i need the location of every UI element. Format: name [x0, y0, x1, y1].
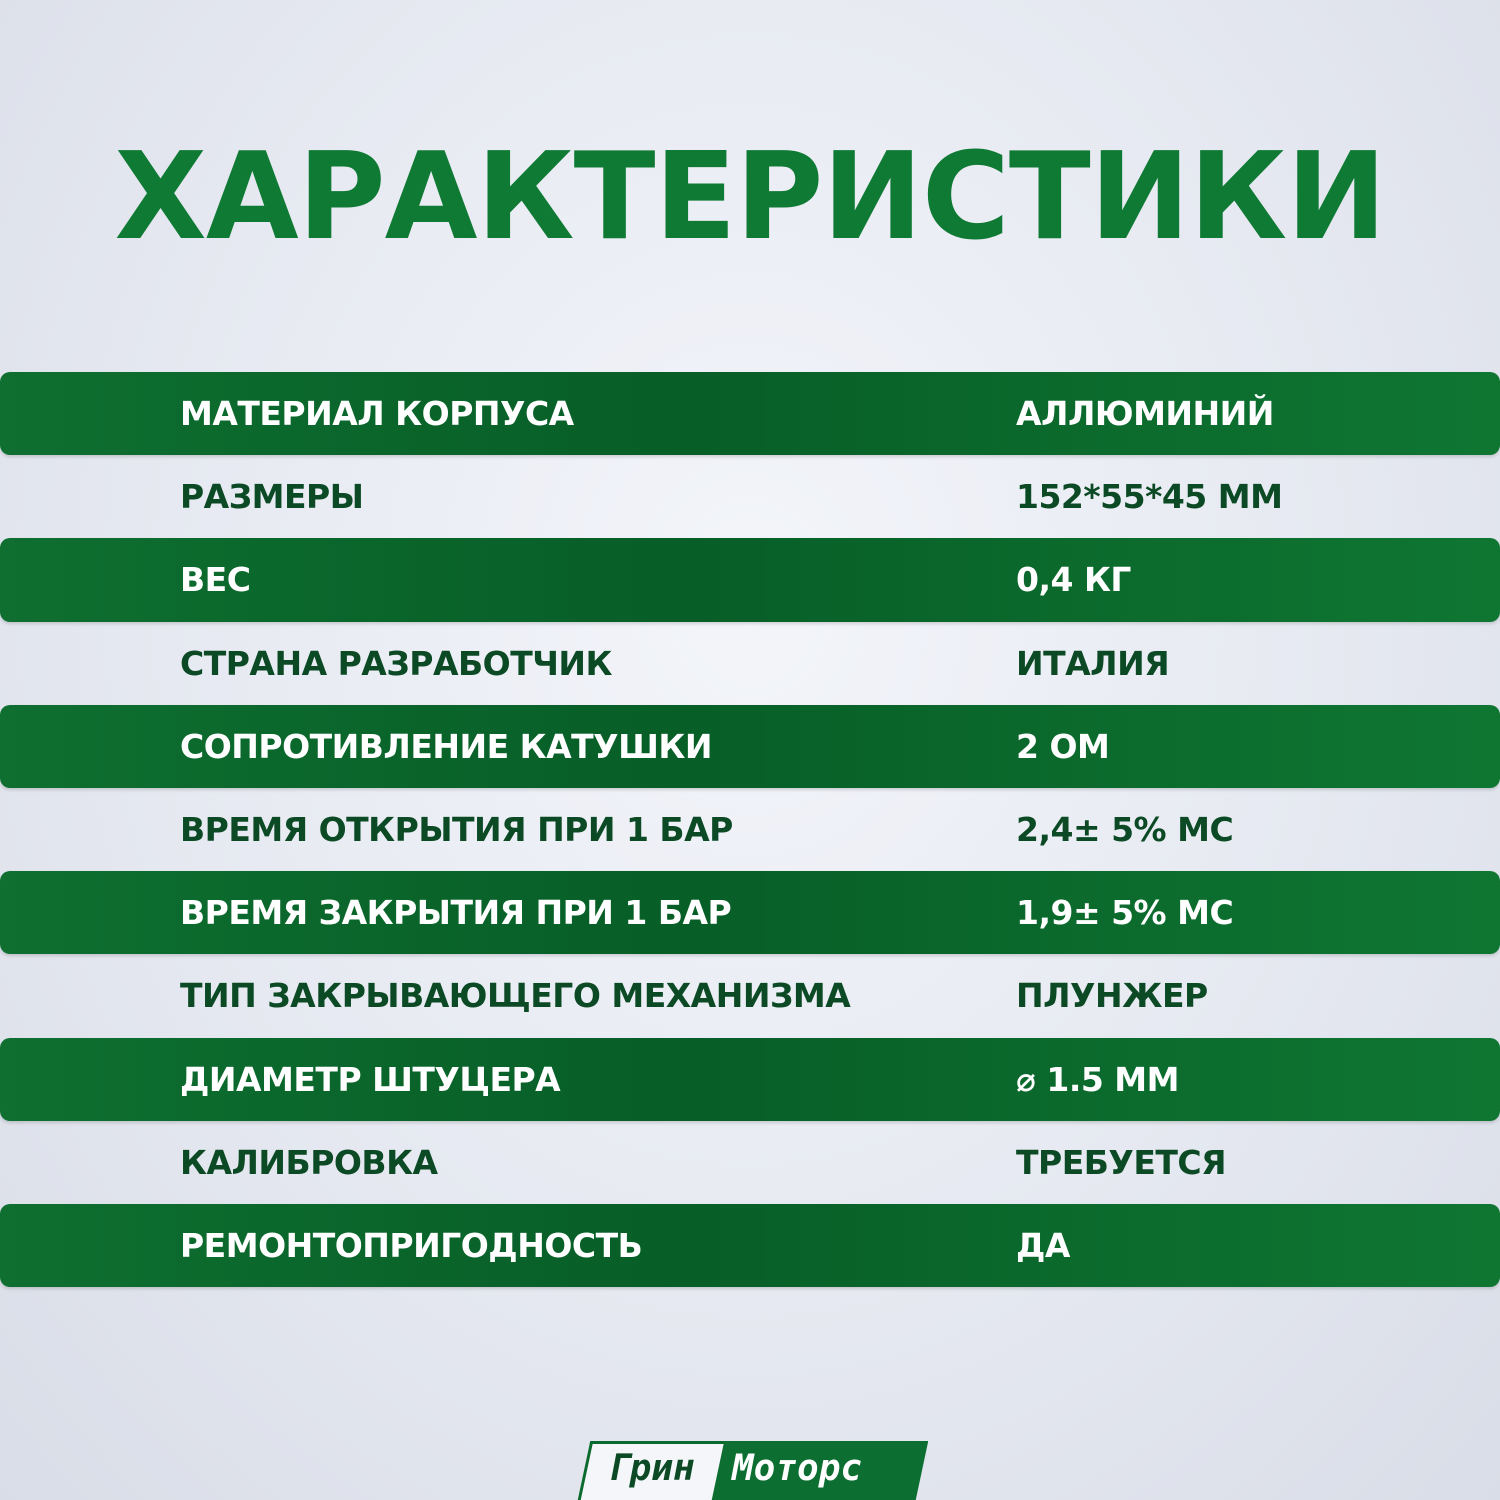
spec-row — [0, 954, 1500, 1037]
spec-label: ВРЕМЯ ЗАКРЫТИЯ ПРИ 1 БАР — [180, 893, 732, 933]
spec-row — [0, 1204, 1500, 1287]
spec-value: 0,4 КГ — [1016, 560, 1131, 600]
spec-value: ПЛУНЖЕР — [1016, 976, 1208, 1016]
spec-row — [0, 788, 1500, 871]
spec-row — [0, 871, 1500, 954]
spec-value: 2 ОМ — [1016, 726, 1110, 766]
spec-row — [0, 455, 1500, 538]
spec-label: МАТЕРИАЛ КОРПУСА — [180, 394, 574, 434]
spec-value: ИТАЛИЯ — [1016, 643, 1170, 683]
spec-label: ДИАМЕТР ШТУЦЕРА — [180, 1059, 561, 1099]
spec-value: 152*55*45 ММ — [1016, 477, 1283, 517]
specs-table — [0, 372, 1500, 1287]
spec-row — [0, 1121, 1500, 1204]
spec-label: ВЕС — [180, 560, 251, 600]
spec-label: ТИП ЗАКРЫВАЮЩЕГО МЕХАНИЗМА — [180, 976, 851, 1016]
spec-label: РЕМОНТОПРИГОДНОСТЬ — [180, 1225, 643, 1265]
spec-value: ТРЕБУЕТСЯ — [1016, 1142, 1227, 1182]
spec-row — [0, 1038, 1500, 1121]
page-title: ХАРАКТЕРИСТИКИ — [114, 128, 1386, 267]
brand-logo — [576, 1441, 928, 1500]
spec-value: АЛЛЮМИНИЙ — [1016, 394, 1274, 434]
spec-label: СТРАНА РАЗРАБОТЧИК — [180, 643, 612, 683]
spec-value: 2,4± 5% МС — [1016, 810, 1234, 850]
spec-label: РАЗМЕРЫ — [180, 477, 364, 517]
logo-text-part2: Моторс — [732, 1448, 863, 1489]
spec-label: ВРЕМЯ ОТКРЫТИЯ ПРИ 1 БАР — [180, 810, 733, 850]
spec-row — [0, 372, 1500, 455]
spec-row — [0, 705, 1500, 788]
spec-label: КАЛИБРОВКА — [180, 1142, 438, 1182]
spec-row — [0, 622, 1500, 705]
spec-label: СОПРОТИВЛЕНИЕ КАТУШКИ — [180, 726, 712, 766]
spec-row — [0, 538, 1500, 621]
spec-value: ⌀ 1.5 ММ — [1016, 1059, 1179, 1099]
spec-value: 1,9± 5% МС — [1016, 893, 1234, 933]
logo-text-part1: Грин — [608, 1448, 695, 1489]
spec-value: ДА — [1016, 1225, 1070, 1265]
